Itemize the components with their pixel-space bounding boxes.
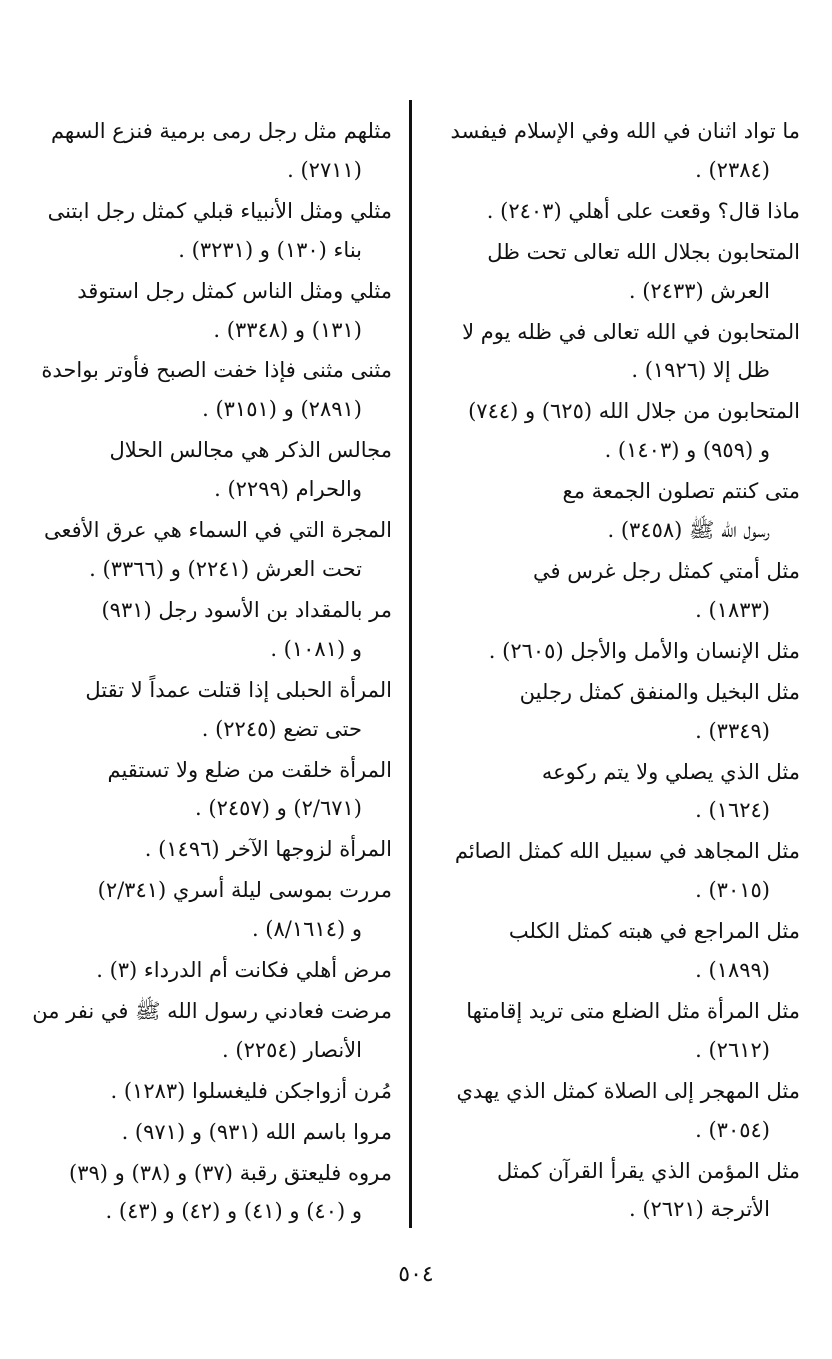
index-entry — [22, 351, 392, 429]
entry-text: متى كنتم تصلون الجمعة مع — [562, 479, 800, 504]
index-entry — [22, 591, 392, 669]
index-entry — [430, 753, 800, 831]
index-entry — [22, 192, 392, 270]
index-column-left — [22, 112, 392, 1233]
entry-continuation: (٣٣٤٩) . — [695, 718, 770, 743]
entry-text: مثل الذي يصلي ولا يتم ركوعه — [541, 759, 800, 784]
entry-text: مثل المؤمن الذي يقرأ القرآن كمثل — [497, 1158, 800, 1183]
entry-continuation: الأنصار (٢٢٥٤) . — [222, 1037, 362, 1062]
entry-text: المجرة التي في السماء هي عرق الأفعى — [43, 518, 392, 543]
entry-text: مثل المرأة مثل الضلع متى تريد إقامتها — [466, 998, 800, 1023]
entry-continuation: والحرام (٢٢٩٩) . — [214, 477, 362, 502]
index-entry — [430, 992, 800, 1070]
entry-text: مثلهم مثل رجل رمى برمية فنزع السهم — [50, 119, 392, 143]
index-entry — [22, 871, 392, 949]
index-entry — [430, 1072, 800, 1150]
entry-continuation: (٢٨٩١) و (٣١٥١) . — [202, 397, 362, 422]
entry-text: المتحابون من جلال الله (٦٢٥) و (٧٤٤) — [468, 399, 800, 424]
entry-text: مر بالمقداد بن الأسود رجل (٩٣١) — [101, 597, 392, 622]
entry-continuation: رسول الله ﷺ (٣٤٥٨) . — [607, 518, 770, 543]
entry-continuation: تحت العرش (٢٢٤١) و (٣٣٦٦) . — [89, 556, 362, 581]
index-entry — [22, 671, 392, 749]
index-entry — [430, 632, 800, 671]
entry-text: مرض أهلي فكانت أم الدرداء (٣) . — [96, 958, 392, 983]
index-entry — [22, 951, 392, 990]
entry-continuation: (٣٠١٥) . — [695, 878, 770, 903]
entry-text: مثلي ومثل الأنبياء قبلي كمثل رجل ابتنى — [47, 198, 392, 223]
entry-text: مثل المراجع في هبته كمثل الكلب — [508, 919, 800, 944]
entry-continuation: حتى تضع (٢٢٤٥) . — [201, 716, 362, 741]
entry-text: مجالس الذكر هي مجالس الحلال — [109, 438, 392, 463]
entry-text: مثل أمتي كمثل رجل غرس في — [533, 558, 800, 583]
index-entry — [430, 673, 800, 751]
index-entry — [430, 392, 800, 470]
index-entry — [22, 1154, 392, 1232]
index-entry — [22, 511, 392, 589]
entry-continuation: و (٨/١٦١٤) . — [251, 917, 362, 942]
index-entry — [430, 472, 800, 550]
index-entry — [22, 272, 392, 350]
index-entry — [430, 313, 800, 391]
entry-text: مروه فليعتق رقبة (٣٧) و (٣٨) و (٣٩) — [69, 1160, 392, 1185]
index-entry — [22, 992, 392, 1070]
index-entry — [430, 112, 800, 190]
entry-text: ما تواد اثنان في الله وفي الإسلام فيفسد — [450, 119, 800, 143]
entry-continuation: (١٨٩٩) . — [695, 958, 770, 983]
entry-text: مثل البخيل والمنفق كمثل رجلين — [519, 679, 800, 704]
entry-text: مرضت فعادني رسول الله ﷺ في نفر من — [32, 998, 392, 1023]
index-entry — [22, 751, 392, 829]
index-entry — [22, 1072, 392, 1111]
entry-continuation: ظل إلا (١٩٢٦) . — [631, 358, 770, 383]
entry-continuation: و (٤٠) و (٤١) و (٤٢) و (٤٣) . — [105, 1199, 362, 1224]
index-entry — [22, 112, 392, 190]
entry-continuation: (٢/٦٧١) و (٢٤٥٧) . — [195, 796, 362, 821]
index-entry — [22, 1113, 392, 1152]
index-column-right — [430, 112, 800, 1231]
index-entry — [430, 552, 800, 630]
entry-continuation: (٢٣٨٤) . — [695, 157, 770, 182]
entry-continuation: الأترجة (٢٦٢١) . — [628, 1197, 770, 1222]
index-entry — [430, 832, 800, 910]
entry-continuation: (٢٧١١) . — [287, 157, 362, 182]
index-entry — [22, 431, 392, 509]
entry-text: المرأة لزوجها الآخر (١٤٩٦) . — [144, 837, 392, 862]
entry-continuation: العرش (٢٤٣٣) . — [628, 278, 770, 303]
index-entry — [430, 1152, 800, 1230]
entry-continuation: (٢٦١٢) . — [695, 1037, 770, 1062]
index-entry — [22, 830, 392, 869]
entry-text: المتحابون بجلال الله تعالى تحت ظل — [487, 239, 800, 264]
entry-continuation: (١٣١) و (٣٣٤٨) . — [213, 317, 362, 342]
column-divider — [409, 100, 412, 1228]
entry-continuation: (٣٠٥٤) . — [695, 1117, 770, 1142]
entry-text: مُرن أزواجكن فليغسلوا (١٢٨٣) . — [110, 1078, 392, 1103]
entry-text: مثل المجاهد في سبيل الله كمثل الصائم — [454, 839, 800, 864]
entry-text: مررت بموسى ليلة أسري (٢/٣٤١) — [97, 878, 392, 903]
entry-text: المرأة خلقت من ضلع ولا تستقيم — [107, 757, 392, 782]
entry-text: المرأة الحبلى إذا قتلت عمداً لا تقتل — [85, 677, 392, 702]
entry-continuation: (١٦٢٤) . — [695, 798, 770, 823]
index-entry — [430, 192, 800, 231]
entry-text: ماذا قال؟ وقعت على أهلي (٢٤٠٣) . — [486, 198, 800, 223]
entry-text: مثل الإنسان والأمل والأجل (٢٦٠٥) . — [488, 638, 800, 663]
entry-continuation: و (٩٥٩) و (١٤٠٣) . — [604, 438, 770, 463]
entry-continuation: بناء (١٣٠) و (٣٢٣١) . — [178, 237, 362, 262]
entry-text: المتحابون في الله تعالى في ظله يوم لا — [462, 319, 800, 344]
entry-text: مثلي ومثل الناس كمثل رجل استوقد — [77, 278, 392, 303]
page-number: ٥٠٤ — [398, 1262, 434, 1287]
entry-text: مثنى مثنى فإذا خفت الصبح فأوتر بواحدة — [41, 358, 392, 383]
entry-continuation: (١٨٣٣) . — [695, 597, 770, 622]
entry-continuation: و (١٠٨١) . — [270, 636, 362, 661]
index-entry — [430, 912, 800, 990]
entry-text: مثل المهجر إلى الصلاة كمثل الذي يهدي — [456, 1078, 800, 1103]
index-entry — [430, 233, 800, 311]
entry-text: مروا باسم الله (٩٣١) و (٩٧١) . — [121, 1119, 392, 1144]
